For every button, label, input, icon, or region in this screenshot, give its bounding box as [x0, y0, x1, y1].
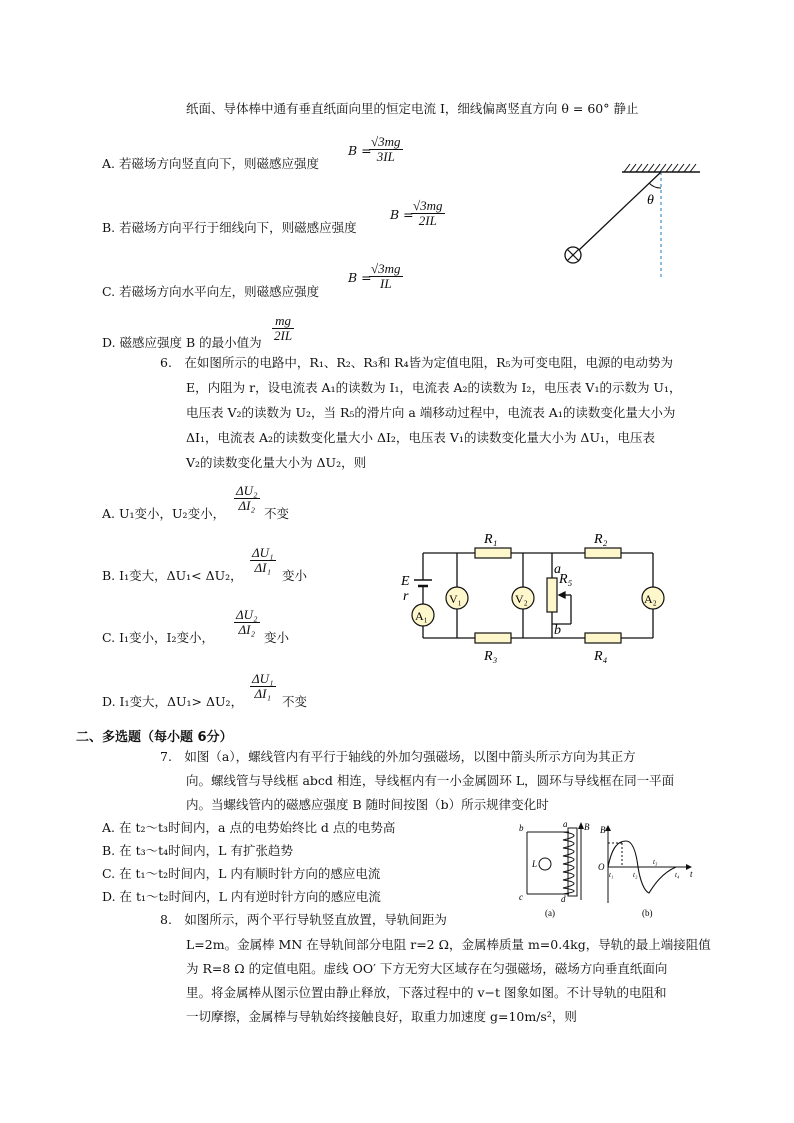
q6-option-c[interactable]: C. I₁变小，I₂变小，: [102, 630, 214, 645]
q8-line-4: 里。将金属棒从图示位置由静止释放，下落过程中的 v−t 图象如图。不计导轨的电阻和: [186, 985, 667, 1000]
svg-text:R₂: R₂: [594, 532, 608, 547]
q6-option-a-fraction: $\frac{\text{ΔU₂}}{\text{ΔI₂}}$: [236, 483, 258, 513]
q6-option-a-tail: 不变: [264, 506, 290, 521]
q7-line-2: 向。螺线管与导线框 abcd 相连，导线框内有一小金属圆环 L，圆环与导线框在同一平面: [186, 773, 675, 788]
svg-text:R₁: R₁: [484, 532, 498, 547]
q6-option-b[interactable]: B. I₁变大，ΔU₁< ΔU₂，: [102, 568, 243, 583]
q5-option-b-fraction: $\frac{√3mg}{2IL}$: [413, 198, 443, 228]
svg-text:L: L: [532, 859, 538, 869]
q5-option-c-fraction: $\frac{√3mg}{IL}$: [371, 261, 401, 291]
svg-text:a: a: [563, 819, 568, 829]
q6-option-d-tail: 不变: [282, 694, 308, 709]
q8-line-3: 为 R=8 Ω 的定值电阻。虚线 OO′ 下方无穷大区域存在匀强磁场，磁场方向垂直纸面向: [186, 961, 668, 976]
q8-line-5: 一切摩擦，金属棒与导轨始终接触良好，取重力加速度 g=10m/s²，则: [186, 1009, 577, 1024]
svg-text:b: b: [554, 623, 561, 638]
svg-text:(b): (b): [642, 908, 653, 918]
q6-option-d[interactable]: D. I₁变大，ΔU₁> ΔU₂，: [102, 694, 244, 709]
q5-option-a-lhs: B =: [348, 143, 372, 158]
q6-option-d-fraction: $\frac{\text{ΔU₁}}{\text{ΔI₁}}$: [252, 671, 274, 701]
q5-option-d[interactable]: D. 磁感应强度 B 的最小值为: [102, 335, 262, 350]
q5-option-c[interactable]: C. 若磁场方向水平向左，则磁感应强度: [102, 284, 320, 299]
svg-text:t₂: t₂: [633, 871, 638, 879]
section-title-multiple-choice: 二、多选题（每小题 6分）: [76, 730, 233, 745]
svg-text:t₁: t₁: [609, 871, 614, 879]
q6-option-c-tail: 变小: [264, 630, 290, 645]
theta-label: θ: [647, 193, 654, 208]
svg-text:R₅: R₅: [559, 572, 573, 587]
q7-line-3: 内。当螺线管内的磁感应强度 B 随时间按图（b）所示规律变化时: [186, 797, 549, 812]
q6-option-b-tail: 变小: [282, 568, 308, 583]
svg-text:R₃: R₃: [484, 649, 498, 664]
svg-text:O: O: [598, 862, 605, 872]
q5-option-b-lhs: B =: [390, 207, 414, 222]
q6-line-2: E，内阻为 r，设电流表 A₁的读数为 I₁，电流表 A₂的读数为 I₂，电压表 V₁的示数为 U₁，: [186, 380, 682, 395]
q5-option-b[interactable]: B. 若磁场方向平行于细线向下，则磁感应强度: [102, 220, 357, 235]
q7-option-c[interactable]: C. 在 t₁～t₂时间内，L 内有顺时针方向的感应电流: [102, 866, 381, 881]
svg-text:V₁: V₁: [449, 592, 462, 606]
svg-text:c: c: [519, 892, 523, 902]
svg-text:B: B: [584, 822, 590, 832]
q6-line-5: V₂的读数变化量大小为 ΔU₂，则: [186, 455, 367, 470]
svg-text:d: d: [561, 894, 566, 904]
svg-text:t: t: [690, 869, 693, 879]
q6-line-4: ΔI₁，电流表 A₂的读数变化量大小 ΔI₂，电压表 V₁的读数变化量大小为 ΔU₁，电压表: [186, 430, 655, 445]
svg-text:A₁: A₁: [415, 609, 428, 623]
q6-option-a[interactable]: A. U₁变小，U₂变小，: [102, 506, 226, 521]
svg-text:a: a: [554, 562, 561, 577]
q5-option-a-fraction: $\frac{√3mg}{3IL}$: [371, 134, 401, 164]
svg-text:A₂: A₂: [644, 592, 657, 606]
q7-option-d[interactable]: D. 在 t₁～t₂时间内，L 内有逆时针方向的感应电流: [102, 889, 381, 904]
q6-circuit-diagram: [395, 528, 675, 668]
q6-line-1: 6. 在如图所示的电路中，R₁、R₂、R₃和 R₄皆为定值电阻，R₅为可变电阻，电源的电动势为: [160, 355, 674, 370]
q6-line-3: 电压表 V₂的读数为 U₂，当 R₅的滑片向 a 端移动过程中，电流表 A₁的读数变化量大小为: [186, 405, 676, 420]
q6-option-b-fraction: $\frac{\text{ΔU₁}}{\text{ΔI₁}}$: [252, 545, 274, 575]
svg-text:E: E: [401, 574, 410, 589]
q8-line-1: 8. 如图所示，两个平行导轨竖直放置，导轨间距为: [160, 912, 447, 927]
svg-text:V₂: V₂: [515, 592, 528, 606]
svg-text:t₄: t₄: [675, 871, 680, 879]
svg-text:(a): (a): [545, 908, 555, 918]
q5-intro: 纸面、导体棒中通有垂直纸面向里的恒定电流 I，细线偏离竖直方向 θ = 60° 静止: [186, 101, 639, 116]
q7-figure-a-solenoid: [515, 818, 595, 920]
svg-text:B: B: [600, 825, 606, 835]
q5-option-c-lhs: B =: [348, 270, 372, 285]
q7-option-a[interactable]: A. 在 t₂～t₃时间内，a 点的电势始终比 d 点的电势高: [102, 820, 396, 835]
svg-text:b: b: [519, 823, 524, 833]
q5-option-a[interactable]: A. 若磁场方向竖直向下，则磁感应强度: [102, 156, 319, 171]
q7-figure-b-graph: [596, 825, 696, 920]
q5-pendulum-figure: [550, 160, 710, 285]
q7-option-b[interactable]: B. 在 t₃～t₄时间内，L 有扩张趋势: [102, 843, 293, 858]
q5-option-d-fraction: $\frac{mg}{2IL}$: [274, 313, 293, 343]
q8-line-2: L=2m。金属棒 MN 在导轨间部分电阻 r=2 Ω，金属棒质量 m=0.4kg，导轨的最上端接阻值: [186, 937, 711, 952]
q7-line-1: 7. 如图（a），螺线管内有平行于轴线的外加匀强磁场，以图中箭头所示方向为其正方: [160, 749, 636, 764]
svg-text:r: r: [403, 589, 409, 604]
q6-option-c-fraction: $\frac{\text{ΔU₂}}{\text{ΔI₂}}$: [236, 607, 258, 637]
svg-text:R₄: R₄: [594, 649, 608, 664]
svg-text:t₃: t₃: [653, 858, 658, 866]
